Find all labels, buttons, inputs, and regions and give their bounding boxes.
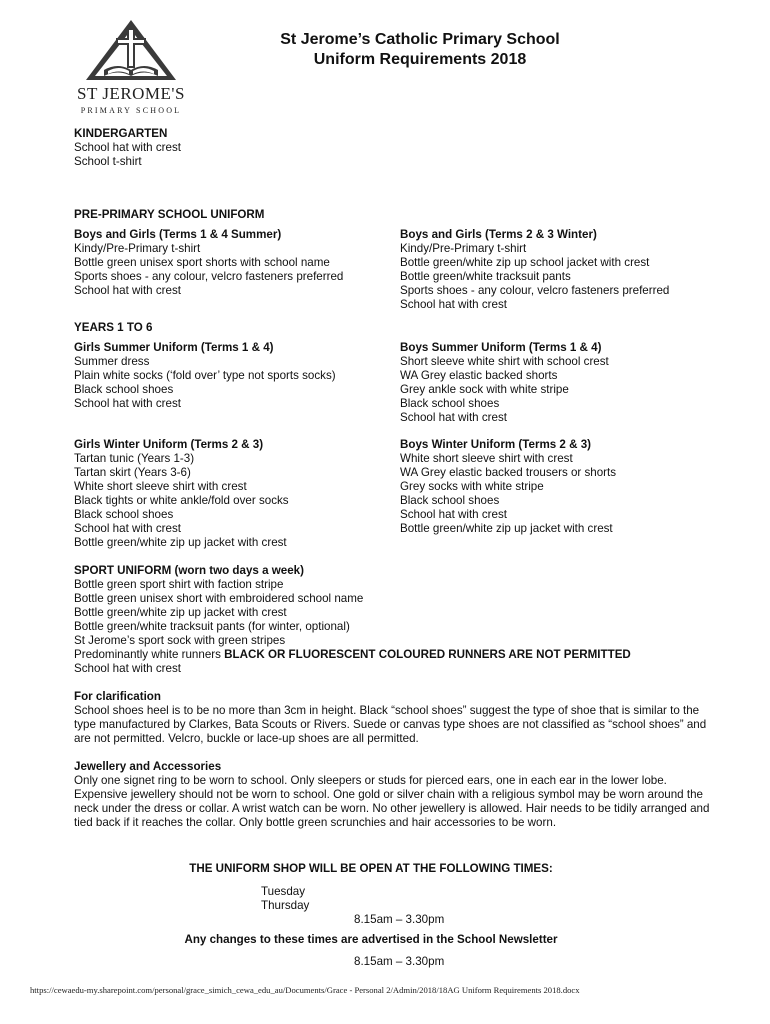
- list-item: School hat with crest: [74, 662, 181, 675]
- shop-days: [261, 885, 309, 913]
- list-item: Bottle green/white zip up jacket with crest: [400, 522, 613, 535]
- logo-subtitle: PRIMARY SCHOOL: [80, 106, 182, 115]
- list-item: School hat with crest: [400, 298, 507, 311]
- list-item: School t-shirt: [74, 155, 142, 168]
- jewellery-text: Only one signet ring to be worn to school. Only sleepers or studs for pierced ears, one in each ear in the lower lobe. Expensive jewellery should not be worn to school. One gold or silver chain with a religious symbol may be worn around the neck under the dress or collar. A wrist watch can be worn. No other jewellery is allowed. Hair needs to be tidily arranged and tied back if it reaches the collar. Only bottle green scrunchies and hair accessories to be worn.: [74, 774, 710, 829]
- list-item: Bottle green/white zip up jacket with crest: [74, 536, 287, 549]
- list-item: Sports shoes - any colour, velcro fasteners preferred: [74, 270, 344, 283]
- runners-line: [74, 648, 631, 662]
- jewellery-section: [74, 760, 719, 830]
- uniform-shop-heading: THE UNIFORM SHOP WILL BE OPEN AT THE FOLLOWING TIMES:: [189, 862, 553, 875]
- kindergarten-heading: KINDERGARTEN: [74, 127, 168, 140]
- kindergarten-section: [74, 127, 181, 169]
- years-heading-block: [74, 321, 152, 335]
- document-path-footer: https://cewaedu-my.sharepoint.com/personal/grace_simich_cewa_edu_au/Documents/Grace - Personal 2/Admin/2018/18AG Uniform Requirements 2018.docx: [30, 985, 580, 995]
- clarification-heading: For clarification: [74, 690, 161, 703]
- clarification-section: [74, 690, 719, 746]
- preprimary-summer-section: [74, 228, 343, 298]
- list-item: Plain white socks (‘fold over’ type not sports socks): [74, 369, 336, 382]
- preprimary-heading-block: [74, 208, 264, 222]
- list-item: Kindy/Pre-Primary t-shirt: [74, 242, 201, 255]
- list-item: WA Grey elastic backed shorts: [400, 369, 558, 382]
- title-line-2: Uniform Requirements 2018: [313, 51, 527, 68]
- newsletter-notice: Any changes to these times are advertised in the School Newsletter: [184, 933, 558, 946]
- list-item: Tartan skirt (Years 3-6): [74, 466, 191, 479]
- girls-summer-heading: Girls Summer Uniform (Terms 1 & 4): [74, 341, 274, 354]
- list-item: Short sleeve white shirt with school crest: [400, 355, 609, 368]
- girls-winter-section: [74, 438, 289, 550]
- boys-winter-heading: Boys Winter Uniform (Terms 2 & 3): [400, 438, 592, 451]
- list-item: Tartan tunic (Years 1-3): [74, 452, 195, 465]
- list-item: School hat with crest: [400, 508, 507, 521]
- girls-winter-heading: Girls Winter Uniform (Terms 2 & 3): [74, 438, 264, 451]
- list-item: Bottle green unisex short with embroidered school name: [74, 592, 364, 605]
- list-item: Bottle green/white tracksuit pants: [400, 270, 571, 283]
- list-item: Black school shoes: [400, 494, 500, 507]
- list-item: Bottle green/white zip up school jacket with crest: [400, 256, 650, 269]
- school-logo: [72, 18, 190, 118]
- list-item: Black tights or white ankle/fold over socks: [74, 494, 289, 507]
- jewellery-heading: Jewellery and Accessories: [74, 760, 222, 773]
- list-item: Black school shoes: [74, 508, 174, 521]
- list-item: Bottle green unisex sport shorts with school name: [74, 256, 330, 269]
- list-item: Grey ankle sock with white stripe: [400, 383, 569, 396]
- runners-text: Predominantly white runners: [74, 648, 225, 661]
- shop-time: 8.15am – 3.30pm: [354, 913, 445, 926]
- list-item: School hat with crest: [400, 411, 507, 424]
- logo-school-name: ST JEROME'S: [77, 84, 185, 103]
- list-item: School hat with crest: [74, 141, 181, 154]
- list-item: Bottle green/white zip up jacket with crest: [74, 606, 287, 619]
- shop-day: Thursday: [261, 899, 310, 912]
- list-item: St Jerome’s sport sock with green stripes: [74, 634, 286, 647]
- list-item: White short sleeve shirt with crest: [74, 480, 247, 493]
- list-item: White short sleeve shirt with crest: [400, 452, 573, 465]
- list-item: Bottle green sport shirt with faction stripe: [74, 578, 284, 591]
- list-item: School hat with crest: [74, 397, 181, 410]
- page-title: [240, 30, 600, 70]
- list-item: Sports shoes - any colour, velcro fasteners preferred: [400, 284, 670, 297]
- clarification-text: School shoes heel is to be no more than 3cm in height. Black “school shoes” suggest the type of shoe that is similar to the type manufactured by Clarkes, Bata Scouts or Rivers. Suede or canvas type shoes are not classified as “school shoes” and are not permitted. Velcro, buckle or lace-up shoes are all permitted.: [74, 704, 707, 745]
- list-item: Bottle green/white tracksuit pants (for winter, optional): [74, 620, 350, 633]
- girls-summer-section: [74, 341, 336, 411]
- sport-heading: SPORT UNIFORM (worn two days a week): [74, 564, 304, 577]
- boys-summer-heading: Boys Summer Uniform (Terms 1 & 4): [400, 341, 602, 354]
- crest-icon: [82, 18, 180, 82]
- list-item: School hat with crest: [74, 284, 181, 297]
- list-item: Kindy/Pre-Primary t-shirt: [400, 242, 527, 255]
- shop-day: Tuesday: [261, 885, 306, 898]
- boys-summer-section: [400, 341, 609, 425]
- runners-warning: BLACK OR FLUORESCENT COLOURED RUNNERS ARE NOT PERMITTED: [224, 648, 631, 661]
- title-line-1: St Jerome’s Catholic Primary School: [280, 31, 560, 48]
- years-heading: YEARS 1 TO 6: [74, 321, 153, 334]
- sport-section: [74, 564, 631, 676]
- preprimary-winter-section: [400, 228, 669, 312]
- boys-winter-section: [400, 438, 616, 536]
- list-item: Summer dress: [74, 355, 150, 368]
- preprimary-heading: PRE-PRIMARY SCHOOL UNIFORM: [74, 208, 265, 221]
- list-item: School hat with crest: [74, 522, 181, 535]
- list-item: Grey socks with white stripe: [400, 480, 544, 493]
- preprimary-winter-heading: Boys and Girls (Terms 2 & 3 Winter): [400, 228, 597, 241]
- shop-time: 8.15am – 3.30pm: [354, 955, 445, 968]
- preprimary-summer-heading: Boys and Girls (Terms 1 & 4 Summer): [74, 228, 282, 241]
- list-item: Black school shoes: [74, 383, 174, 396]
- list-item: WA Grey elastic backed trousers or shorts: [400, 466, 617, 479]
- list-item: Black school shoes: [400, 397, 500, 410]
